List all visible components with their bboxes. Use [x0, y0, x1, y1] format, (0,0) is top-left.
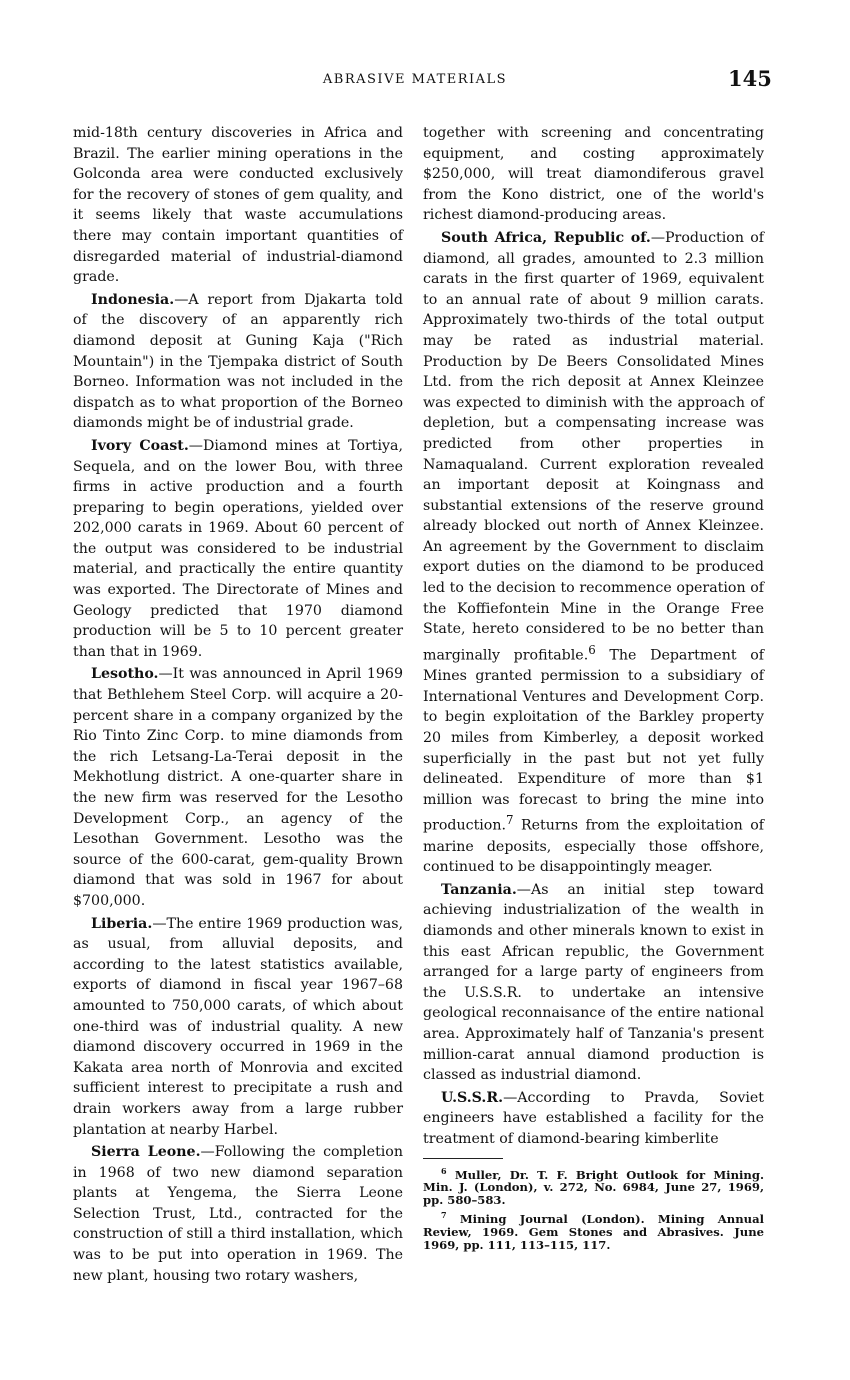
paragraph-continuation-left: mid-18th century discoveries in Africa and Brazil. The earlier mining operations in the Golconda area were conducted exclusively for the recovery of stones of gem quality, and it seems likely that waste accumulations there may contain important quantities of disregarded material of industrial-diamond grade.: [73, 125, 403, 286]
footnote-text-6: Muller, Dr. T. F. Bright Outlook for Mining. Min. J. (London), v. 272, No. 6984, June 27, 1969, pp. 580–583.: [423, 1167, 764, 1208]
paragraph-liberia: [73, 914, 403, 1141]
heading-ussr: U.S.S.R.: [441, 1089, 504, 1106]
text-liberia: —The entire 1969 production was, as usual, from alluvial deposits, and according to the latest statistics available, exports of diamond in fiscal year 1967–68 amounted to 750,000 carats, of which about one-third was of industrial quality. A new diamond discovery occurred in 1969 in the Kakata area north of Monrovia and excited sufficient interest to precipitate a rush and drain workers away from a large rubber plantation at nearby Harbel.: [73, 915, 403, 1138]
footnote-text-7: Mining Journal (London). Mining Annual Review, 1969. Gem Stones and Abrasives. June 1969, pp. 111, 113–115, 117.: [423, 1212, 764, 1253]
page-number: 145: [728, 66, 772, 91]
footnote-6: [423, 1165, 764, 1208]
text-sierra-leone: —Following the completion in 1968 of two new diamond separation plants at Yengema, the Sierra Leone Selection Trust, Ltd., contracted for the construction of still a third installation, which was to be put into operation in 1969. The new plant, housing two rotary washers,: [73, 1144, 403, 1284]
heading-south-africa: South Africa, Republic of.: [441, 229, 651, 246]
footnote-ref-6: 6: [588, 642, 596, 657]
heading-sierra-leone: Sierra Leone.: [91, 1144, 201, 1161]
heading-tanzania: Tanzania.: [441, 881, 517, 898]
footnote-mark-6: 6: [441, 1165, 447, 1176]
heading-indonesia: Indonesia.: [91, 291, 175, 308]
paragraph-ivory-coast: [73, 436, 403, 663]
text-ussr: —According to Pravda, Soviet engineers have established a facility for the treatment of diamond-bearing kimberlite: [423, 1089, 764, 1147]
right-column: [423, 123, 764, 1254]
left-column: [73, 123, 403, 1288]
running-title: ABRASIVE MATERIALS: [322, 72, 508, 87]
footnote-ref-7: 7: [506, 813, 514, 828]
paragraph-south-africa: [423, 228, 764, 878]
footnote-mark-7: 7: [441, 1210, 447, 1221]
paragraph-sierra-leone: [73, 1142, 403, 1286]
paragraph-tanzania: [423, 880, 764, 1086]
text-south-africa-1: —Production of diamond, all grades, amounted to 2.3 million carats in the first quarter of 1969, equivalent to an annual rate of about 9 million carats. Approximately two-thirds of the total output may be rated as industrial material. Production by De Beers Consolidated Mines Ltd. from the rich deposit at Annex Kleinzee was expected to diminish with the approach of depletion, but a compensating increase was predicted from other properties in Namaqualand. Current exploration revealed an important deposit at Koingnass and substantial extensions of the reserve ground already blocked out north of Annex Kleinzee. An agreement by the Government to disclaim export duties on the diamond to be produced led to the decision to recommence operation of the Koffiefontein Mine in the Orange Free State, hereto considered to be no better than marginally profitable.: [423, 229, 764, 664]
text-tanzania: —As an initial step toward achieving industrialization of the wealth in diamonds and other minerals known to exist in this east African republic, the Government arranged for a large party of engineers from the U.S.S.R. to undertake an intensive geological reconnaisance of the entire national area. Approximately half of Tanzania's present million-carat annual diamond production is classed as industrial diamond.: [423, 881, 764, 1084]
heading-liberia: Liberia.: [91, 915, 153, 932]
text-south-africa-3: Returns from the exploitation of marine deposits, especially those offshore, continued to be disappointingly meager.: [423, 818, 764, 876]
paragraph-ussr: [423, 1088, 764, 1150]
paragraph-continuation-right: together with screening and concentrating equipment, and costing approximately $250,000, will treat diamondiferous gravel from the Kono district, one of the world's richest diamond-producing areas.: [423, 125, 764, 224]
heading-ivory-coast: Ivory Coast.: [91, 437, 189, 454]
text-indonesia: —A report from Djakarta told of the discovery of an apparently rich diamond deposit at Guning Kaja ("Rich Mountain") in the Tjempaka district of South Borneo. Information was not included in the dispatch as to what proportion of the Borneo diamonds might be of industrial grade.: [73, 291, 403, 432]
paragraph-lesotho: [73, 664, 403, 911]
text-ivory-coast: —Diamond mines at Tortiya, Sequela, and on the lower Bou, with three firms in active production and a fourth preparing to begin operations, yielded over 202,000 carats in 1969. About 60 percent of the output was considered to be industrial material, and practically the entire quantity was exported. The Directorate of Mines and Geology predicted that 1970 diamond production will be 5 to 10 percent greater than that in 1969.: [73, 437, 403, 660]
text-south-africa-2: The Department of Mines granted permission to a subsidiary of International Ventures and Development Corp. to begin exploitation of the Barkley property 20 miles from Kimberley, a deposit worked superficially in the past but not yet fully delineated. Expenditure of more than $1 million was forecast to bring the mine into production.: [423, 647, 764, 835]
text-lesotho: —It was announced in April 1969 that Bethlehem Steel Corp. will acquire a 20-percent share in a company organized by the Rio Tinto Zinc Corp. to mine diamonds from the rich Letsang-La-Terai deposit in the Mekhotlung district. A one-quarter share in the new firm was reserved for the Lesotho Development Corp., an agency of the Lesothan Government. Lesotho was the source of the 600-carat, gem-quality Brown diamond that was sold in 1967 for about $700,000.: [73, 666, 403, 909]
footnote-7: [423, 1209, 764, 1252]
heading-lesotho: Lesotho.: [91, 666, 159, 683]
footnote-divider: [423, 1158, 503, 1159]
paragraph-indonesia: [73, 290, 403, 434]
